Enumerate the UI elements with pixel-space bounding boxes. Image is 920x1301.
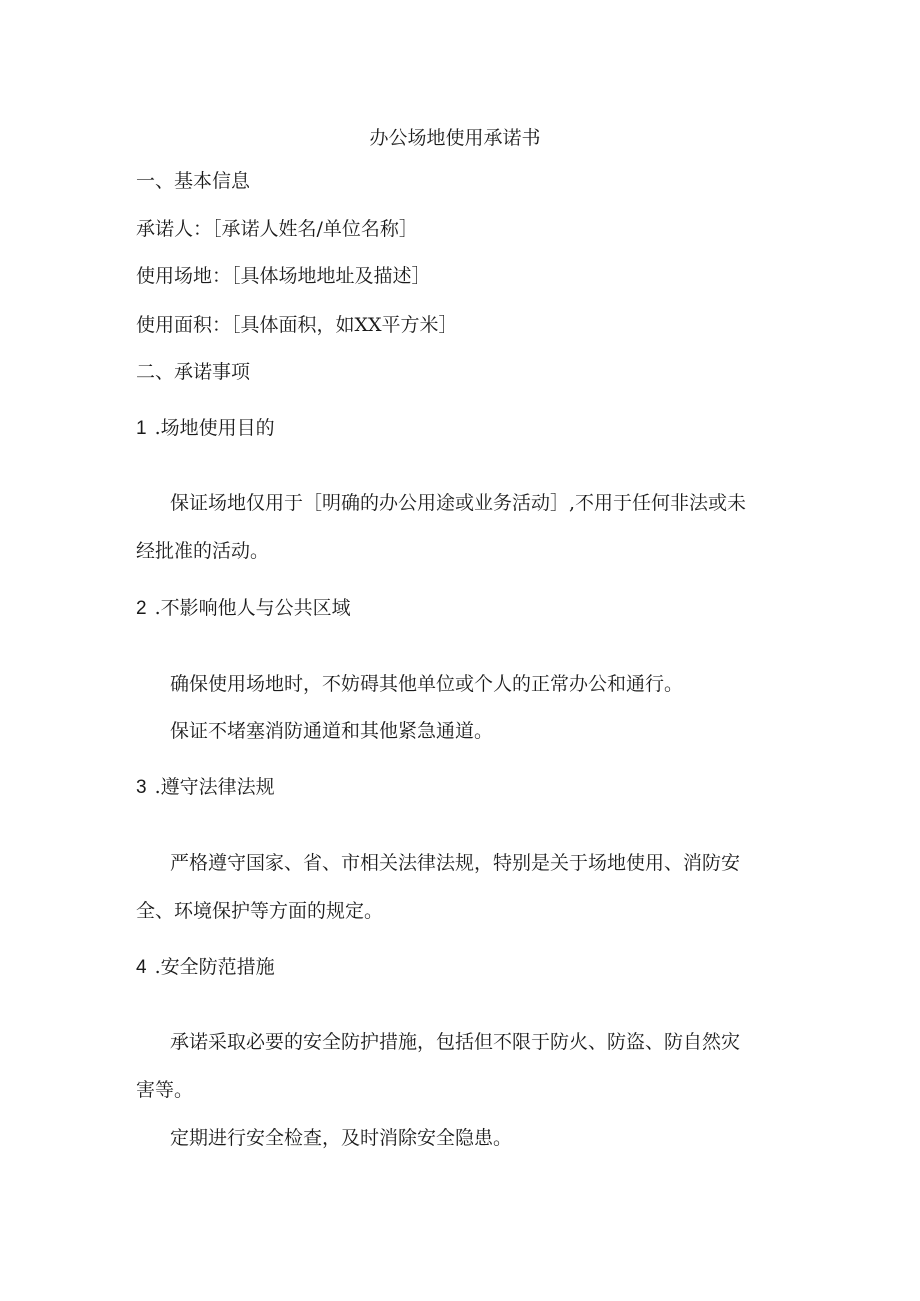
item-heading-4	[136, 955, 275, 980]
item-title: .不影响他人与公共区域	[154, 597, 351, 619]
paragraph-line: 严格遵守国家、省、市相关法律法规，特别是关于场地使用、消防安	[170, 852, 741, 874]
item-number: 1	[136, 418, 147, 439]
item-number: 2	[136, 598, 147, 619]
item-heading-2	[136, 596, 351, 621]
item-title: .遵守法律法规	[154, 776, 275, 798]
promisor-line: 承诺人：［承诺人姓名/单位名称］	[136, 218, 418, 240]
item-heading-3	[136, 775, 275, 800]
item-title: .安全防范措施	[154, 956, 275, 978]
section-heading-commitments: 二、承诺事项	[136, 361, 251, 383]
section-heading-basic-info: 一、基本信息	[136, 170, 251, 192]
venue-line: 使用场地：［具体场地地址及描述］	[136, 265, 431, 287]
paragraph-line: 经批准的活动。	[136, 540, 270, 562]
paragraph-line: 保证场地仅用于［明确的办公用途或业务活动］,不用于任何非法或未	[170, 492, 747, 514]
item-number: 4	[136, 957, 147, 978]
paragraph-line: 定期进行安全检查，及时消除安全隐患。	[170, 1127, 513, 1149]
item-heading-1	[136, 416, 275, 441]
document-title: 办公场地使用承诺书	[369, 127, 541, 149]
paragraph-line: 确保使用场地时，不妨碍其他单位或个人的正常办公和通行。	[170, 673, 684, 695]
area-line: 使用面积：［具体面积，如XX平方米］	[136, 314, 458, 336]
paragraph-line: 承诺采取必要的安全防护措施，包括但不限于防火、防盗、防自然灾	[170, 1031, 741, 1053]
item-title: .场地使用目的	[154, 417, 275, 439]
paragraph-line: 全、环境保护等方面的规定。	[136, 900, 384, 922]
item-number: 3	[136, 777, 147, 798]
paragraph-line: 保证不堵塞消防通道和其他紧急通道。	[170, 720, 494, 742]
paragraph-line: 害等。	[136, 1079, 194, 1101]
